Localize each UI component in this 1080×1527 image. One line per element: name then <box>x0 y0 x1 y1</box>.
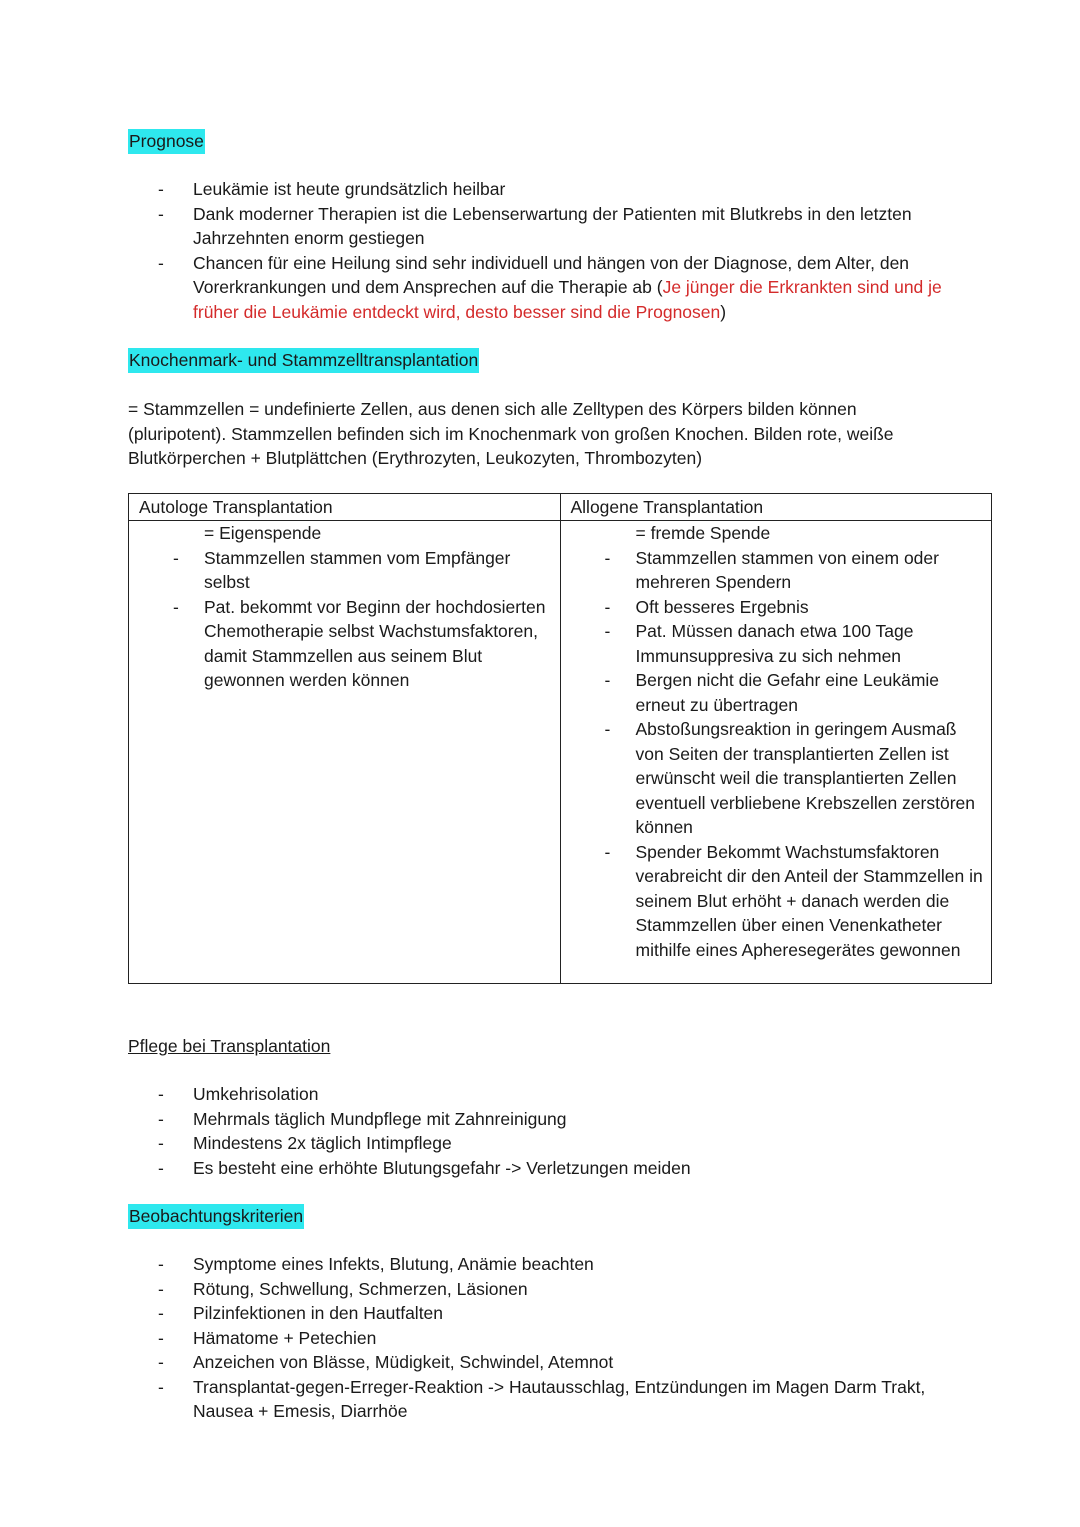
table-cell-autologe <box>129 521 561 984</box>
list-item: - Anzeichen von Blässe, Müdigkeit, Schwindel, Atemnot <box>0 1350 963 1375</box>
prognose-item3-red: Je jünger die Erkrankten sind und je früher die Leukämie entdeckt wird, desto besser sind die Prognosen <box>193 277 942 322</box>
list-item: - Dank moderner Therapien ist die Lebenserwartung der Patienten mit Blutkrebs in den letzten Jahrzehnten enorm gestiegen <box>0 202 963 251</box>
heading-beobachtung: Beobachtungskriterien <box>128 1204 304 1229</box>
heading-prognose: Prognose <box>128 129 205 154</box>
prognose-item3-text: Chancen für eine Heilung sind sehr individuell und hängen von der Diagnose, dem Alter, den Vorerkrankungen und dem Ansprechen auf die Therapie ab ( <box>193 252 910 297</box>
pflege-list <box>0 1082 963 1180</box>
list-item: - Rötung, Schwellung, Schmerzen, Läsionen <box>0 1277 963 1302</box>
list-item <box>0 251 963 325</box>
list-item: - Spender Bekommt Wachstumsfaktoren verabreicht dir den Anteil der Stammzellen in seinem Blut erhöht + danach werden die Stammzellen über einen Venenkatheter mithilfe eines Apheresegerätes gewonnen <box>561 840 992 963</box>
allogene-first-line: = fremde Spende <box>635 523 771 543</box>
list-item: - Pat. Müssen danach etwa 100 Tage Immunsuppresiva zu sich nehmen <box>561 619 992 668</box>
list-item: - Bergen nicht die Gefahr eine Leukämie erneut zu übertragen <box>561 668 992 717</box>
transplant-table <box>128 493 992 984</box>
list-item: - Mindestens 2x täglich Intimpflege <box>0 1131 963 1156</box>
list-item: - Leukämie ist heute grundsätzlich heilbar <box>0 177 963 202</box>
table-header-autologe: Autologe Transplantation <box>129 494 561 521</box>
transplant-intro: = Stammzellen = undefinierte Zellen, aus denen sich alle Zelltypen des Körpers bilden können (pluripotent). Stammzellen befinden sich im Knochenmark von großen Knochen. Bilden rote, weiße Blutkörperchen + Blutplättchen (Erythrozyten, Leukozyten, Thrombozyten) <box>128 399 894 468</box>
table-header-allogene: Allogene Transplantation <box>560 494 992 521</box>
autologe-list <box>129 546 560 693</box>
list-item: - Stammzellen stammen von einem oder mehreren Spendern <box>561 546 992 595</box>
list-item: - Pilzinfektionen in den Hautfalten <box>0 1301 963 1326</box>
list-item: - Hämatome + Petechien <box>0 1326 963 1351</box>
heading-transplantation: Knochenmark- und Stammzelltransplantation <box>128 348 479 373</box>
prognose-list <box>0 177 963 324</box>
list-item: - Stammzellen stammen vom Empfänger selbst <box>129 546 560 595</box>
beobachtung-list <box>0 1252 963 1424</box>
list-item: - Mehrmals täglich Mundpflege mit Zahnreinigung <box>0 1107 963 1132</box>
prognose-item3-end: ) <box>720 301 727 322</box>
list-item: - Transplantat-gegen-Erreger-Reaktion -> Hautausschlag, Entzündungen im Magen Darm Trakt, Nausea + Emesis, Diarrhöe <box>0 1375 963 1424</box>
list-item: - Oft besseres Ergebnis <box>561 595 992 620</box>
list-item: - Es besteht eine erhöhte Blutungsgefahr -> Verletzungen meiden <box>0 1156 963 1181</box>
list-item: - Pat. bekommt vor Beginn der hochdosierten Chemotherapie selbst Wachstumsfaktoren, damit Stammzellen aus seinem Blut gewonnen werden können <box>129 595 560 693</box>
list-item: - Symptome eines Infekts, Blutung, Anämie beachten <box>0 1252 963 1277</box>
list-item: - Abstoßungsreaktion in geringem Ausmaß von Seiten der transplantierten Zellen ist erwünscht weil die transplantierten Zellen eventuell verbliebene Krebszellen zerstören können <box>561 717 992 840</box>
list-item: - Umkehrisolation <box>0 1082 963 1107</box>
heading-pflege: Pflege bei Transplantation <box>128 1036 331 1056</box>
autologe-first-line: = Eigenspende <box>204 523 322 543</box>
allogene-list <box>561 546 992 963</box>
table-cell-allogene <box>560 521 992 984</box>
